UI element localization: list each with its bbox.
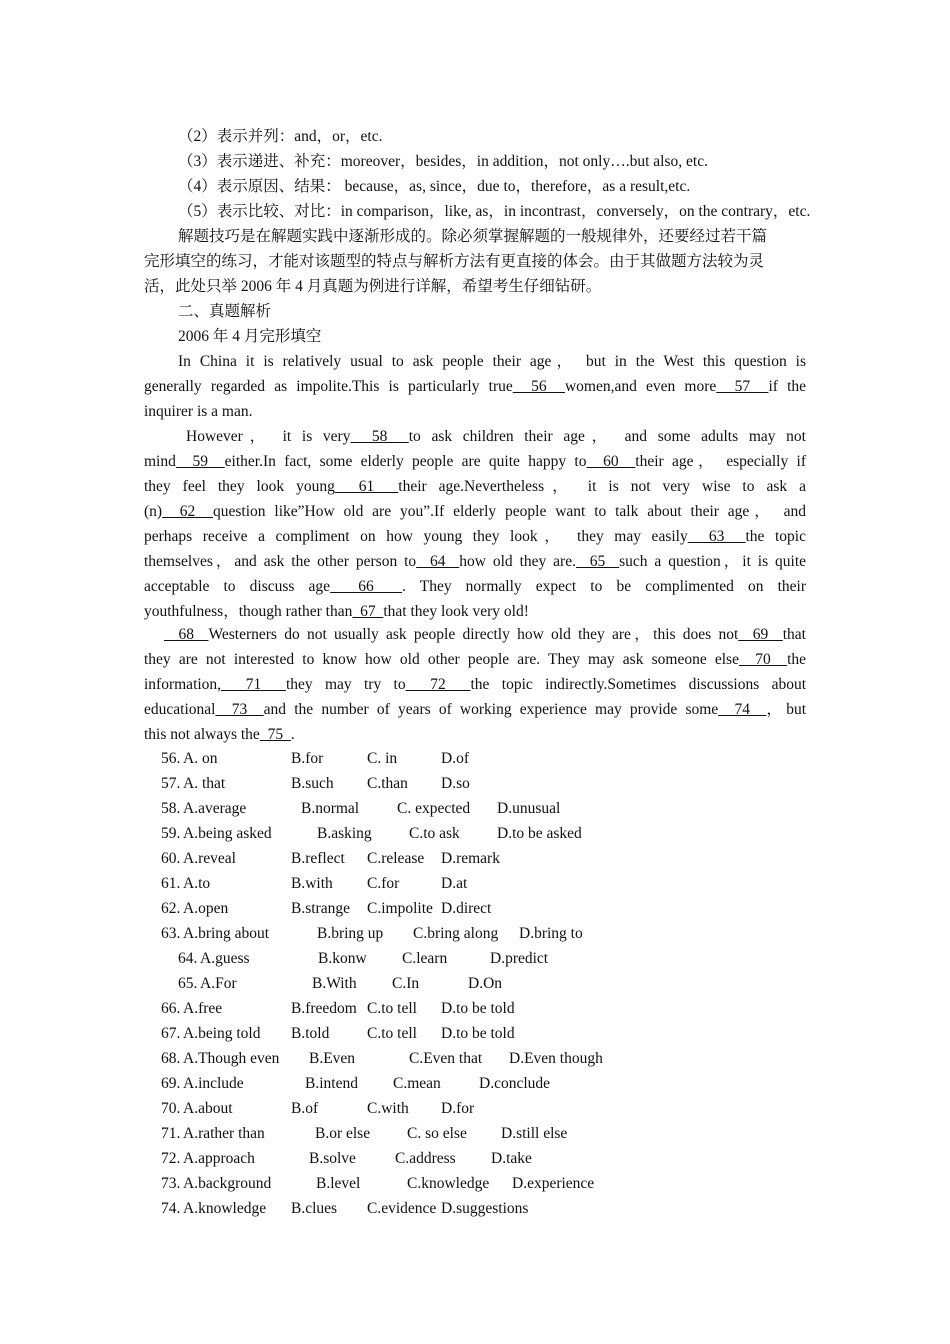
blank-number: 63 <box>687 528 746 545</box>
answer-option: A. on <box>183 750 218 767</box>
passage-line <box>144 474 806 499</box>
answer-option: A.free <box>183 1000 223 1017</box>
passage-text: inquirer is a man. <box>144 403 253 420</box>
answer-option: A.being asked <box>183 825 272 842</box>
blank-number: 70 <box>738 651 788 668</box>
passage-text: mind <box>144 453 176 470</box>
question-number: 74. <box>161 1200 181 1217</box>
question-number: 71. <box>161 1125 181 1142</box>
answer-option: A.knowledge <box>183 1200 267 1217</box>
question-row <box>161 771 621 796</box>
passage-text: this not always the <box>144 726 260 743</box>
answer-option: D.remark <box>441 850 500 867</box>
answer-option: C. expected <box>397 800 471 817</box>
answer-option: A.background <box>183 1175 272 1192</box>
answer-option: B.of <box>291 1100 319 1117</box>
passage-text: they may try to <box>285 676 406 693</box>
question-number: 73. <box>161 1175 181 1192</box>
passage-text: to ask children their age， and some adults may not <box>408 428 806 445</box>
question-number: 65. <box>178 975 198 992</box>
blank-number: 66 <box>330 578 403 595</box>
answer-option: A.include <box>183 1075 244 1092</box>
answer-option: A.For <box>200 975 237 992</box>
answer-option: B.with <box>291 875 333 892</box>
answer-option: C.learn <box>402 950 448 967</box>
blank-number: 68 <box>164 626 209 643</box>
passage-text: generally regarded as impolite.This is particularly true <box>144 378 513 395</box>
answer-option: D.still else <box>501 1125 568 1142</box>
answer-option: B.intend <box>305 1075 358 1092</box>
answer-option: B.bring up <box>317 925 384 942</box>
passage-text: if the <box>768 378 807 395</box>
answer-option: D.direct <box>441 900 492 917</box>
question-row <box>161 746 621 771</box>
passage-line <box>144 574 806 599</box>
answer-option: A.bring about <box>183 925 270 942</box>
answer-option: A.guess <box>200 950 250 967</box>
question-row <box>161 1021 621 1046</box>
answer-option: A.to <box>183 875 211 892</box>
answer-option: A.reveal <box>183 850 236 867</box>
passage-line <box>164 622 806 647</box>
passage-text: educational <box>144 701 216 718</box>
answer-option: A.about <box>183 1100 233 1117</box>
passage-line <box>144 399 806 424</box>
passage-text: information, <box>144 676 222 693</box>
blank-number: 72 <box>405 676 471 693</box>
answer-option: C.for <box>367 875 400 892</box>
answer-option: A.average <box>183 800 247 817</box>
question-row <box>161 821 621 846</box>
passage-text: . They normally expect to be complimented on their <box>402 578 806 595</box>
passage-line <box>144 524 806 549</box>
question-row <box>178 971 638 996</box>
question-row <box>161 1046 621 1071</box>
passage-text: ，but <box>766 701 806 718</box>
question-number: 70. <box>161 1100 181 1117</box>
answer-option: D.Even though <box>509 1050 603 1067</box>
answer-option: C.bring along <box>413 925 499 942</box>
answer-option: B.solve <box>309 1150 356 1167</box>
answer-option: B.freedom <box>291 1000 357 1017</box>
passage-line <box>186 424 806 449</box>
question-number: 59. <box>161 825 181 842</box>
passage-text: themselves，and ask the other person to <box>144 553 417 570</box>
answer-option: D.bring to <box>519 925 583 942</box>
answer-option: C. in <box>367 750 398 767</box>
answer-option: B.told <box>291 1025 330 1042</box>
passage-text: acceptable to discuss age <box>144 578 331 595</box>
answer-option: C.In <box>392 975 420 992</box>
answer-option: D.On <box>468 975 503 992</box>
question-row <box>161 921 621 946</box>
passage-line <box>144 697 806 722</box>
question-number: 66. <box>161 1000 181 1017</box>
question-number: 64. <box>178 950 198 967</box>
blank-number: 71 <box>221 676 286 693</box>
question-row <box>161 871 621 896</box>
answer-option: D.for <box>441 1100 475 1117</box>
passage-text: their age， especially if <box>635 453 807 470</box>
answer-option: A.approach <box>183 1150 255 1167</box>
passage-text: the topic <box>745 528 806 545</box>
answer-option: D.at <box>441 875 468 892</box>
passage-text: perhaps receive a compliment on how young they look， they may easily <box>144 528 688 545</box>
answer-option: B.strange <box>291 900 350 917</box>
answer-option: D.take <box>491 1150 532 1167</box>
answer-option: C.with <box>367 1100 409 1117</box>
answer-option: C.to tell <box>367 1000 417 1017</box>
intro-line: （3）表示递进、补充：moreover，besides，in addition，not only….but also, etc. <box>178 153 708 170</box>
passage-text: that <box>782 626 806 643</box>
answer-option: A.rather than <box>183 1125 265 1142</box>
question-number: 56. <box>161 750 181 767</box>
answer-option: C.release <box>367 850 425 867</box>
blank-number: 56 <box>512 378 565 395</box>
answer-option: C.evidence <box>367 1200 437 1217</box>
blank-number: 64 <box>416 553 460 570</box>
passage-text: they feel they look young <box>144 478 335 495</box>
passage-title: 2006 年 4 月完形填空 <box>178 328 322 345</box>
answer-option: B.clues <box>291 1200 338 1217</box>
passage-text: question like”How old are you”.If elderly people want to talk about their age， and <box>213 503 806 520</box>
answer-option: D.predict <box>490 950 549 967</box>
answer-option: B.for <box>291 750 324 767</box>
passage-text: . <box>290 726 295 743</box>
question-row <box>161 1071 621 1096</box>
answer-option: C.knowledge <box>407 1175 490 1192</box>
answer-option: B.asking <box>317 825 372 842</box>
answer-option: A.open <box>183 900 229 917</box>
answer-option: B.level <box>316 1175 361 1192</box>
answer-option: B.or else <box>315 1125 371 1142</box>
section-heading: 二、真题解析 <box>178 303 272 320</box>
answer-option: D.conclude <box>479 1075 551 1092</box>
question-row <box>161 796 621 821</box>
question-number: 61. <box>161 875 181 892</box>
passage-line <box>144 374 806 399</box>
answer-option: D.to be told <box>441 1000 515 1017</box>
passage-text: how old they are. <box>459 553 576 570</box>
question-number: 62. <box>161 900 181 917</box>
answer-option: D.experience <box>512 1175 595 1192</box>
passage-text: (n) <box>144 503 163 520</box>
question-number: 67. <box>161 1025 181 1042</box>
question-row <box>161 1096 621 1121</box>
answer-option: C. so else <box>407 1125 467 1142</box>
passage-line <box>144 672 806 697</box>
answer-option: B.reflect <box>291 850 345 867</box>
question-number: 58. <box>161 800 181 817</box>
question-row <box>161 1121 621 1146</box>
answer-option: A.Though even <box>183 1050 280 1067</box>
tips-line: 活，此处只举 2006 年 4 月真题为例进行详解，希望考生仔细钻研。 <box>144 278 602 295</box>
passage-text: women,and even more <box>564 378 717 395</box>
blank-number: 62 <box>162 503 214 520</box>
answer-option: D.to be told <box>441 1025 515 1042</box>
passage-text: and the number of years of working experience may provide some <box>263 701 719 718</box>
blank-number: 61 <box>334 478 399 495</box>
blank-number: 67 <box>352 603 384 620</box>
answer-option: C.impolite <box>367 900 433 917</box>
intro-line: （5）表示比较、对比：in comparison，like, as，in incontrast，conversely，on the contrary，etc. <box>178 203 811 220</box>
question-number: 68. <box>161 1050 181 1067</box>
passage-text: In China it is relatively usual to ask people their age， but in the West this question is <box>178 353 806 370</box>
question-row <box>161 996 621 1021</box>
passage-line <box>178 349 806 374</box>
intro-line: （4）表示原因、结果： because，as, since，due to，therefore，as a result,etc. <box>178 178 691 195</box>
answer-option: D.so <box>441 775 470 792</box>
question-number: 57. <box>161 775 181 792</box>
passage-line <box>144 647 806 672</box>
question-number: 69. <box>161 1075 181 1092</box>
passage-text: the <box>787 651 806 668</box>
question-number: 60. <box>161 850 181 867</box>
answer-option: D.to be asked <box>497 825 582 842</box>
tips-line: 完形填空的练习，才能对该题型的特点与解析方法有更直接的体会。由于其做题方法较为灵 <box>144 253 765 270</box>
question-row <box>161 896 621 921</box>
passage-line <box>144 599 806 624</box>
passage-line <box>144 449 806 474</box>
answer-option: B.such <box>291 775 334 792</box>
passage-text: such a question，it is quite <box>619 553 807 570</box>
blank-number: 59 <box>175 453 225 470</box>
answer-option: C.address <box>395 1150 456 1167</box>
answer-option: A.being told <box>183 1025 261 1042</box>
answer-option: B.Even <box>309 1050 356 1067</box>
passage-text: they are not interested to know how old other people are. They may ask someone else <box>144 651 739 668</box>
blank-number: 65 <box>575 553 620 570</box>
blank-number: 74 <box>718 701 767 718</box>
answer-option: C.Even that <box>409 1050 483 1067</box>
answer-option: A. that <box>183 775 226 792</box>
question-row <box>161 1146 621 1171</box>
passage-text: that they look very old! <box>383 603 529 620</box>
passage-text: However， it is very <box>186 428 351 445</box>
blank-number: 58 <box>350 428 409 445</box>
answer-option: D.of <box>441 750 469 767</box>
blank-number: 69 <box>738 626 783 643</box>
answer-option: D.suggestions <box>441 1200 529 1217</box>
passage-line <box>144 722 806 747</box>
answer-option: C.mean <box>393 1075 441 1092</box>
question-row <box>161 846 621 871</box>
answer-option: C.than <box>367 775 408 792</box>
question-row <box>161 1171 621 1196</box>
question-number: 63. <box>161 925 181 942</box>
blank-number: 60 <box>586 453 636 470</box>
tips-line: 解题技巧是在解题实践中逐渐形成的。除必须掌握解题的一般规律外，还要经过若干篇 <box>178 228 768 245</box>
answer-option: C.to tell <box>367 1025 417 1042</box>
answer-option: B.With <box>312 975 357 992</box>
passage-line <box>144 499 806 524</box>
question-number: 72. <box>161 1150 181 1167</box>
answer-option: B.konw <box>318 950 367 967</box>
answer-option: B.normal <box>301 800 360 817</box>
passage-text: their age.Nevertheless， it is not very wise to ask a <box>398 478 806 495</box>
blank-number: 73 <box>215 701 264 718</box>
intro-line: （2）表示并列：and，or，etc. <box>178 128 383 145</box>
passage-text: youthfulness，though rather than <box>144 603 353 620</box>
answer-option: C.to ask <box>409 825 460 842</box>
question-row <box>161 1196 621 1221</box>
passage-text: either.In fact, some elderly people are quite happy to <box>224 453 587 470</box>
answer-option: D.unusual <box>497 800 561 817</box>
passage-text: the topic indirectly.Sometimes discussions about <box>470 676 807 693</box>
passage-text: Westerners do not usually ask people directly how old they are，this does not <box>208 626 739 643</box>
question-row <box>178 946 638 971</box>
blank-number: 75 <box>259 726 291 743</box>
passage-line <box>144 549 806 574</box>
blank-number: 57 <box>716 378 769 395</box>
